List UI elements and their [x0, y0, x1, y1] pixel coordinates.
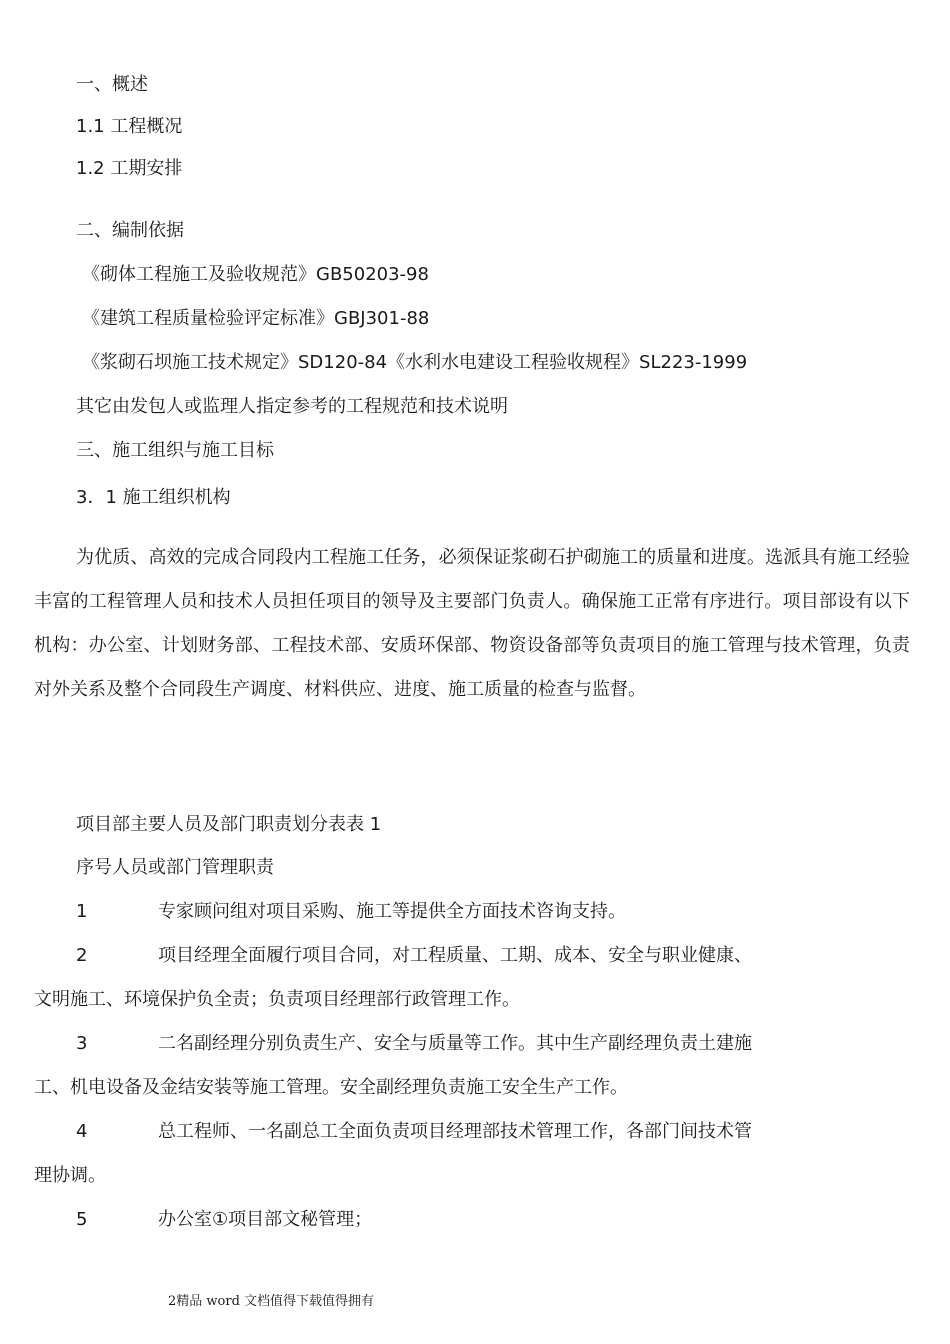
row-duty-text: 项目经理全面履行项目合同，对工程质量、工期、成本、安全与职业健康、 [158, 945, 752, 966]
body-paragraph: 为优质、高效的完成合同段内工程施工任务，必须保证浆砌石护砌施工的质量和进度。选派具有施工经验丰富的工程管理人员和技术人员担任项目的领导及主要部门负责人。确保施工正常有序进行。项目部设有以下机构：办公室、计划财务部、工程技术部、安质环保部、物资设备部等负责项目的施工管理与技术管理，负责对外关系及整个合同段生产调度、材料供应、进度、施工质量的检查与监督。 [34, 547, 910, 700]
row-duty-text-continued: 工、机电设备及金结安装等施工管理。安全副经理负责施工安全生产工作。 [34, 1077, 628, 1098]
row-duty-text: 办公室①项目部文秘管理； [158, 1209, 373, 1230]
subsection-project-overview: 1.1 工程概况 [76, 116, 183, 137]
page-footer: 2精品 word 文档值得下载值得拥有 [168, 1294, 375, 1309]
reference-item-1: 《砌体工程施工及验收规范》GB50203-98 [82, 264, 429, 285]
row-duty-text: 专家顾问组对项目采购、施工等提供全方面技术咨询支持。 [158, 901, 626, 922]
reference-item-4: 其它由发包人或监理人指定参考的工程规范和技术说明 [76, 396, 508, 417]
table-header: 序号人员或部门管理职责 [76, 857, 274, 878]
reference-item-3: 《浆砌石坝施工技术规定》SD120-84《水利水电建设工程验收规程》SL223-1999 [82, 352, 748, 373]
row-number: 2 [76, 945, 88, 966]
subsection-organization-structure: 3．1 施工组织机构 [76, 487, 231, 508]
row-duty-text: 二名副经理分别负责生产、安全与质量等工作。其中生产副经理负责土建施 [158, 1033, 752, 1054]
row-number: 1 [76, 901, 88, 922]
section-heading-organization: 三、施工组织与施工目标 [76, 440, 274, 461]
row-number: 4 [76, 1121, 88, 1142]
table-caption: 项目部主要人员及部门职责划分表表 1 [76, 814, 382, 835]
subsection-schedule: 1.2 工期安排 [76, 158, 183, 179]
row-number: 5 [76, 1209, 88, 1230]
reference-item-2: 《建筑工程质量检验评定标准》GBJ301-88 [82, 308, 430, 329]
row-duty-text: 总工程师、一名副总工全面负责项目经理部技术管理工作，各部门间技术管 [158, 1121, 752, 1142]
row-duty-text-continued: 文明施工、环境保护负全责；负责项目经理部行政管理工作。 [34, 989, 520, 1010]
section-heading-overview: 一、概述 [76, 74, 148, 95]
row-number: 3 [76, 1033, 88, 1054]
section-heading-basis: 二、编制依据 [76, 220, 184, 241]
row-duty-text-continued: 理协调。 [34, 1165, 106, 1186]
